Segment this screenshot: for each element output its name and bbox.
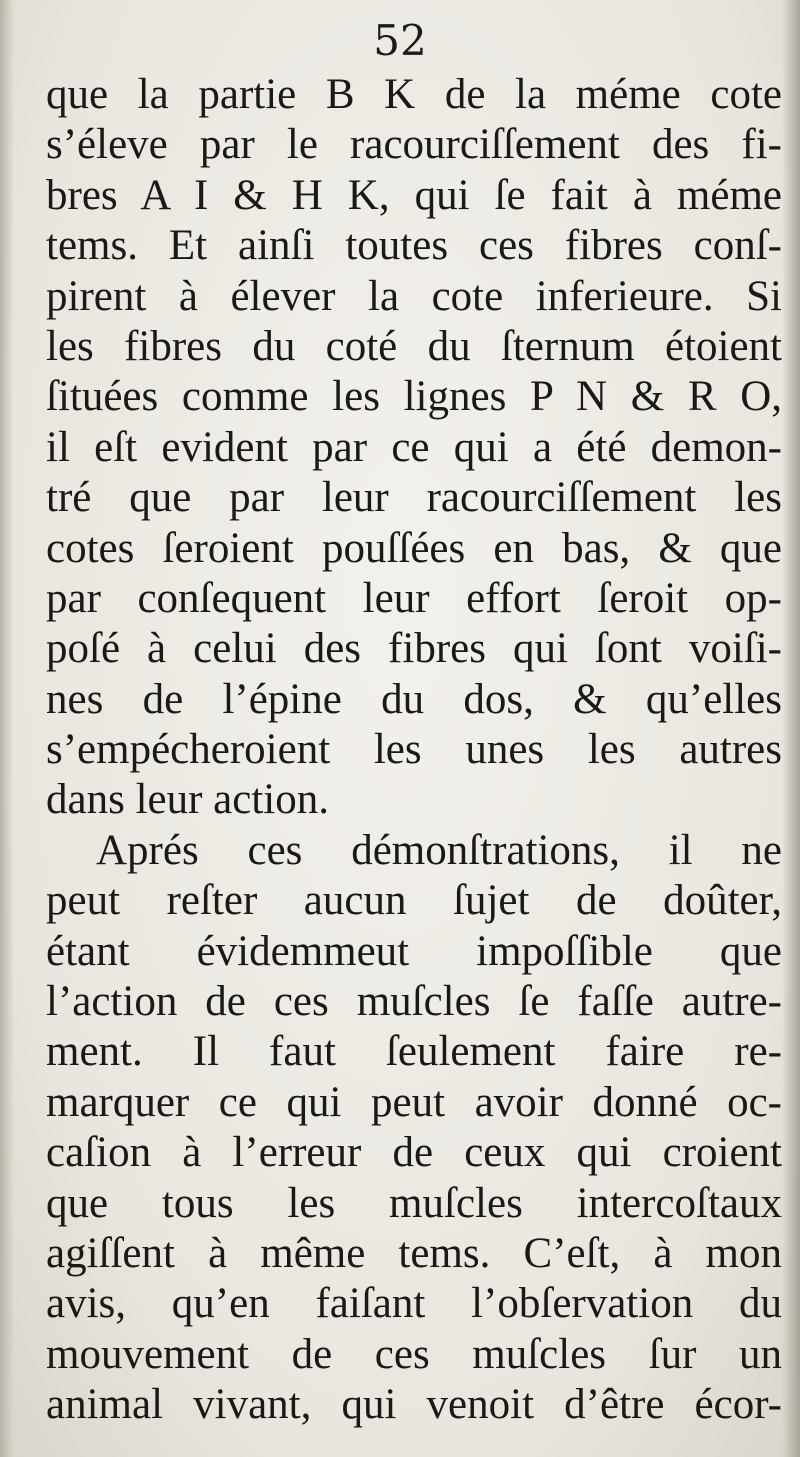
text-line: peut reſter aucun ſujet de doûter,: [46, 877, 782, 925]
text-line: caſion à l’erreur de ceux qui croient: [46, 1129, 782, 1177]
text-line: ſituées comme les lignes P N & R O,: [46, 373, 782, 421]
text-line: que la partie B K de la méme cote: [46, 71, 782, 118]
text-line: nes de l’épine du dos, & qu’elles: [46, 675, 782, 723]
paragraph-end-line: dans leur action.: [46, 776, 329, 824]
page-number: 52: [373, 16, 427, 65]
text-line: étant évidemmeut impoſſible que: [46, 927, 782, 975]
text-line: tems. Et ainſi toutes ces fibres conſ-: [46, 222, 782, 270]
text-line: que tous les muſcles intercoſtaux: [46, 1179, 782, 1227]
text-line: s’éleve par le racourciſſement des fi-: [46, 121, 782, 169]
text-line: il eſt evident par ce qui a été demon-: [46, 423, 782, 471]
text-line: s’empécheroient les unes les autres: [46, 726, 782, 774]
text-line: animal vivant, qui venoit d’être écor-: [46, 1381, 782, 1429]
text-line: les fibres du coté du ſternum étoient: [46, 322, 782, 370]
page-edge-shadow-left: [0, 0, 14, 1457]
body-text: [46, 70, 782, 1431]
paragraph-start-line: Aprés ces démonſtrations, il ne: [96, 826, 782, 874]
text-line: marquer ce qui peut avoir donné oc-: [46, 1078, 782, 1126]
text-line: tré que par leur racourciſſement les: [46, 474, 782, 522]
text-line: l’action de ces muſcles ſe faſſe autre-: [46, 978, 782, 1026]
text-line: mouvement de ces muſcles ſur un: [46, 1330, 782, 1378]
text-line: ment. Il faut ſeulement faire re-: [46, 1028, 782, 1076]
text-line: cotes ſeroient pouſſées en bas, & que: [46, 524, 782, 572]
text-line: par conſequent leur effort ſeroit op-: [46, 574, 782, 622]
text-line: poſé à celui des fibres qui ſont voiſi-: [46, 625, 782, 673]
text-line: avis, qu’en faiſant l’obſervation du: [46, 1280, 782, 1328]
text-line: pirent à élever la cote inferieure. Si: [46, 272, 782, 320]
page-edge-shadow-right: [782, 0, 800, 1457]
text-line: agiſſent à même tems. C’eſt, à mon: [46, 1229, 782, 1277]
text-line: bres A I & H K, qui ſe fait à méme: [46, 171, 782, 219]
